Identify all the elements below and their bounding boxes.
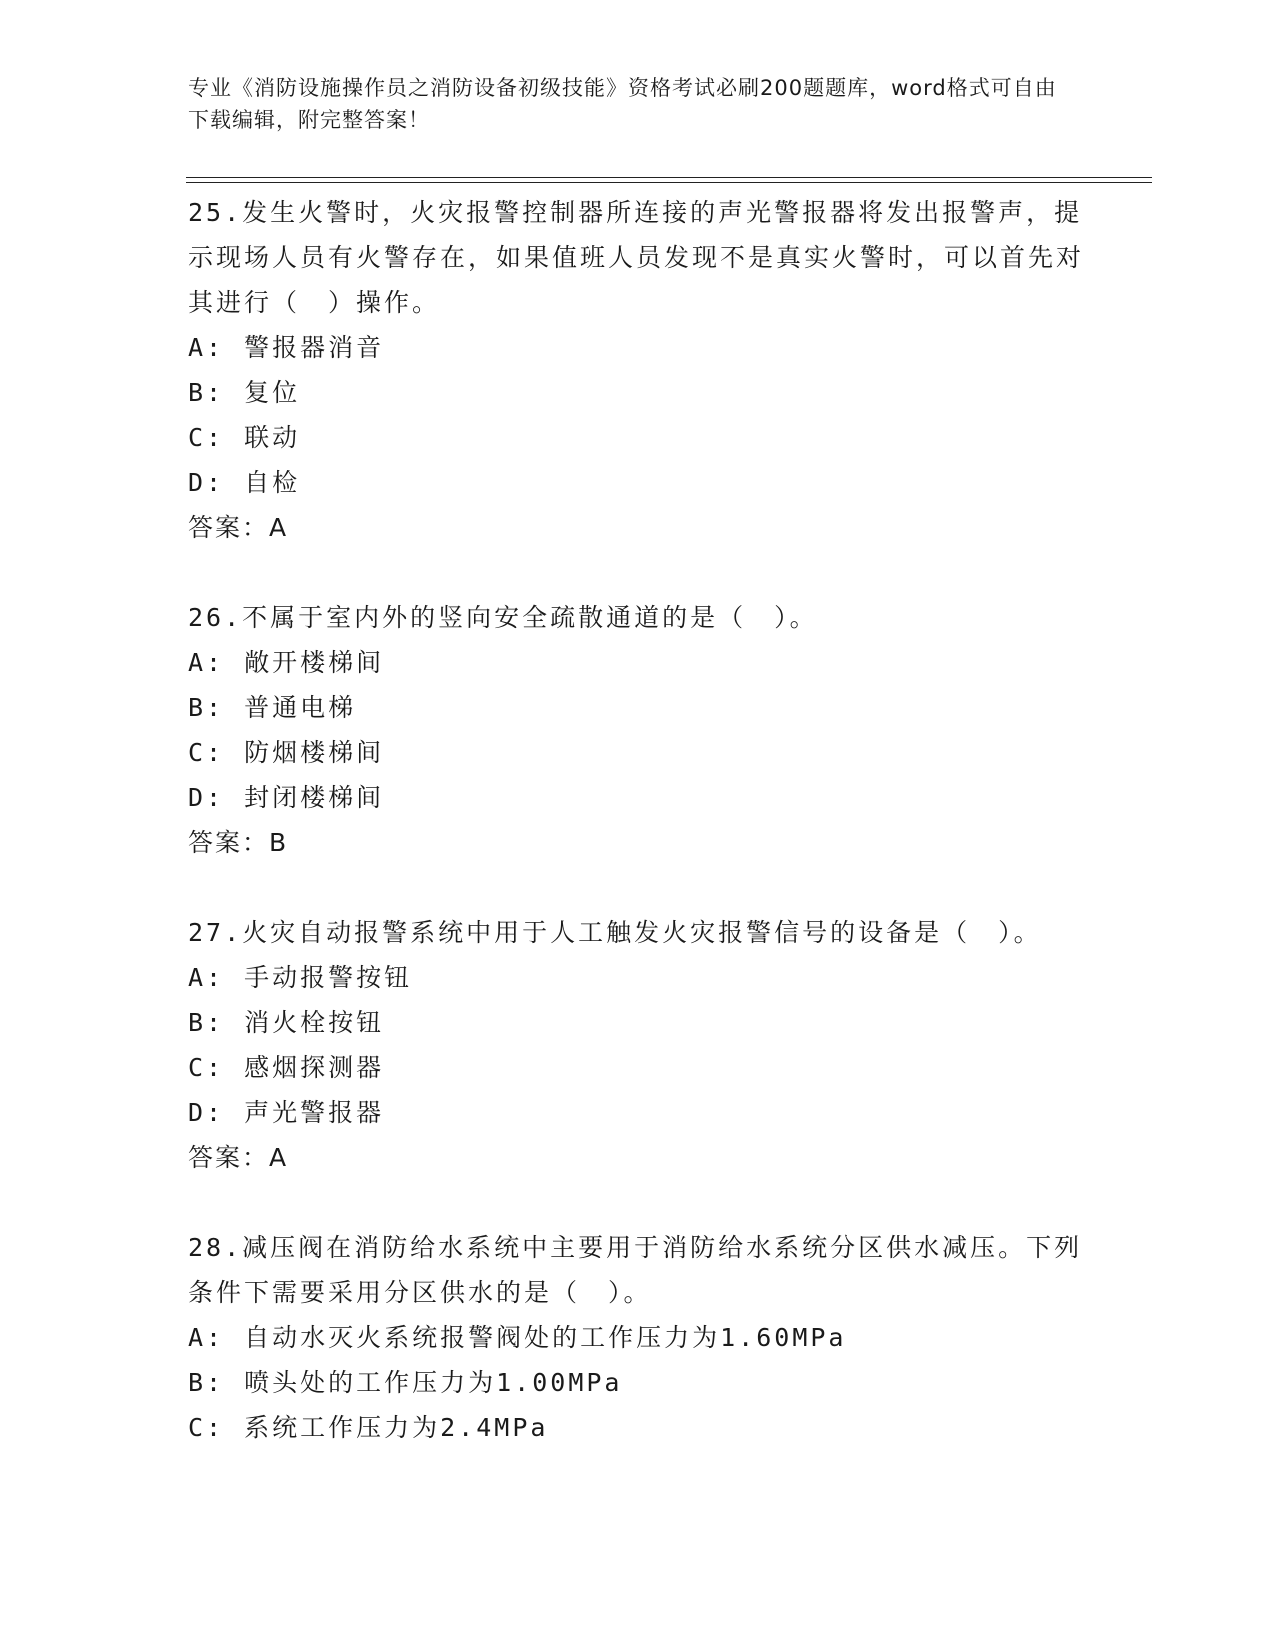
- option-letter: B:: [188, 1368, 225, 1397]
- header-divider-bottom: [186, 182, 1152, 183]
- option-a: [188, 955, 1088, 1000]
- option-a: [188, 325, 1088, 370]
- option-letter: B:: [188, 378, 225, 407]
- question-25: [188, 190, 1088, 550]
- option-letter: C:: [188, 738, 225, 767]
- option-letter: D:: [188, 783, 225, 812]
- option-text: 普通电梯: [244, 693, 357, 722]
- option-text: 喷头处的工作压力为1.00MPa: [244, 1368, 623, 1397]
- option-b: [188, 370, 1088, 415]
- option-c: [188, 730, 1088, 775]
- option-b: [188, 685, 1088, 730]
- option-text: 感烟探测器: [244, 1053, 385, 1082]
- answer-line: 答案：B: [188, 828, 289, 857]
- option-text: 自检: [244, 468, 301, 497]
- question-stem: 27.火灾自动报警系统中用于人工触发火灾报警信号的设备是（ ）。: [188, 918, 1042, 947]
- question-28: [188, 1225, 1088, 1450]
- question-26: [188, 595, 1088, 865]
- option-c: [188, 1405, 1088, 1450]
- option-letter: C:: [188, 423, 225, 452]
- option-letter: C:: [188, 1053, 225, 1082]
- option-text: 系统工作压力为2.4MPa: [244, 1413, 549, 1442]
- option-letter: C:: [188, 1413, 225, 1442]
- option-c: [188, 415, 1088, 460]
- answer-line: 答案：A: [188, 1143, 289, 1172]
- option-text: 手动报警按钮: [244, 963, 413, 992]
- option-text: 自动水灭火系统报警阀处的工作压力为1.60MPa: [244, 1323, 847, 1352]
- option-letter: A:: [188, 648, 225, 677]
- option-d: [188, 1090, 1088, 1135]
- option-letter: D:: [188, 1098, 225, 1127]
- question-stem: 26.不属于室内外的竖向安全疏散通道的是（ ）。: [188, 603, 818, 632]
- option-letter: A:: [188, 1323, 225, 1352]
- question-27: [188, 910, 1088, 1180]
- option-text: 复位: [244, 378, 301, 407]
- option-text: 声光警报器: [244, 1098, 385, 1127]
- question-stem: 25.发生火警时，火灾报警控制器所连接的声光警报器将发出报警声，提示现场人员有火警存在，如果值班人员发现不是真实火警时，可以首先对其进行（ ）操作。: [188, 198, 1085, 317]
- option-b: [188, 1000, 1088, 1045]
- option-c: [188, 1045, 1088, 1090]
- option-letter: A:: [188, 963, 225, 992]
- option-a: [188, 1315, 1088, 1360]
- option-text: 敞开楼梯间: [244, 648, 385, 677]
- option-text: 消火栓按钮: [244, 1008, 385, 1037]
- option-a: [188, 640, 1088, 685]
- option-letter: B:: [188, 693, 225, 722]
- option-text: 防烟楼梯间: [244, 738, 385, 767]
- question-stem: 28.减压阀在消防给水系统中主要用于消防给水系统分区供水减压。下列条件下需要采用分区供水的是（ ）。: [188, 1233, 1083, 1307]
- option-text: 封闭楼梯间: [244, 783, 385, 812]
- header-divider-top: [186, 177, 1152, 178]
- option-letter: A:: [188, 333, 225, 362]
- question-list: [188, 190, 1088, 1495]
- option-text: 警报器消音: [244, 333, 385, 362]
- option-b: [188, 1360, 1088, 1405]
- option-d: [188, 775, 1088, 820]
- option-letter: B:: [188, 1008, 225, 1037]
- answer-line: 答案：A: [188, 513, 289, 542]
- document-header: 专业《消防设施操作员之消防设备初级技能》资格考试必刷200题题库，word格式可自由下载编辑，附完整答案！: [188, 76, 1057, 132]
- option-d: [188, 460, 1088, 505]
- option-letter: D:: [188, 468, 225, 497]
- option-text: 联动: [244, 423, 301, 452]
